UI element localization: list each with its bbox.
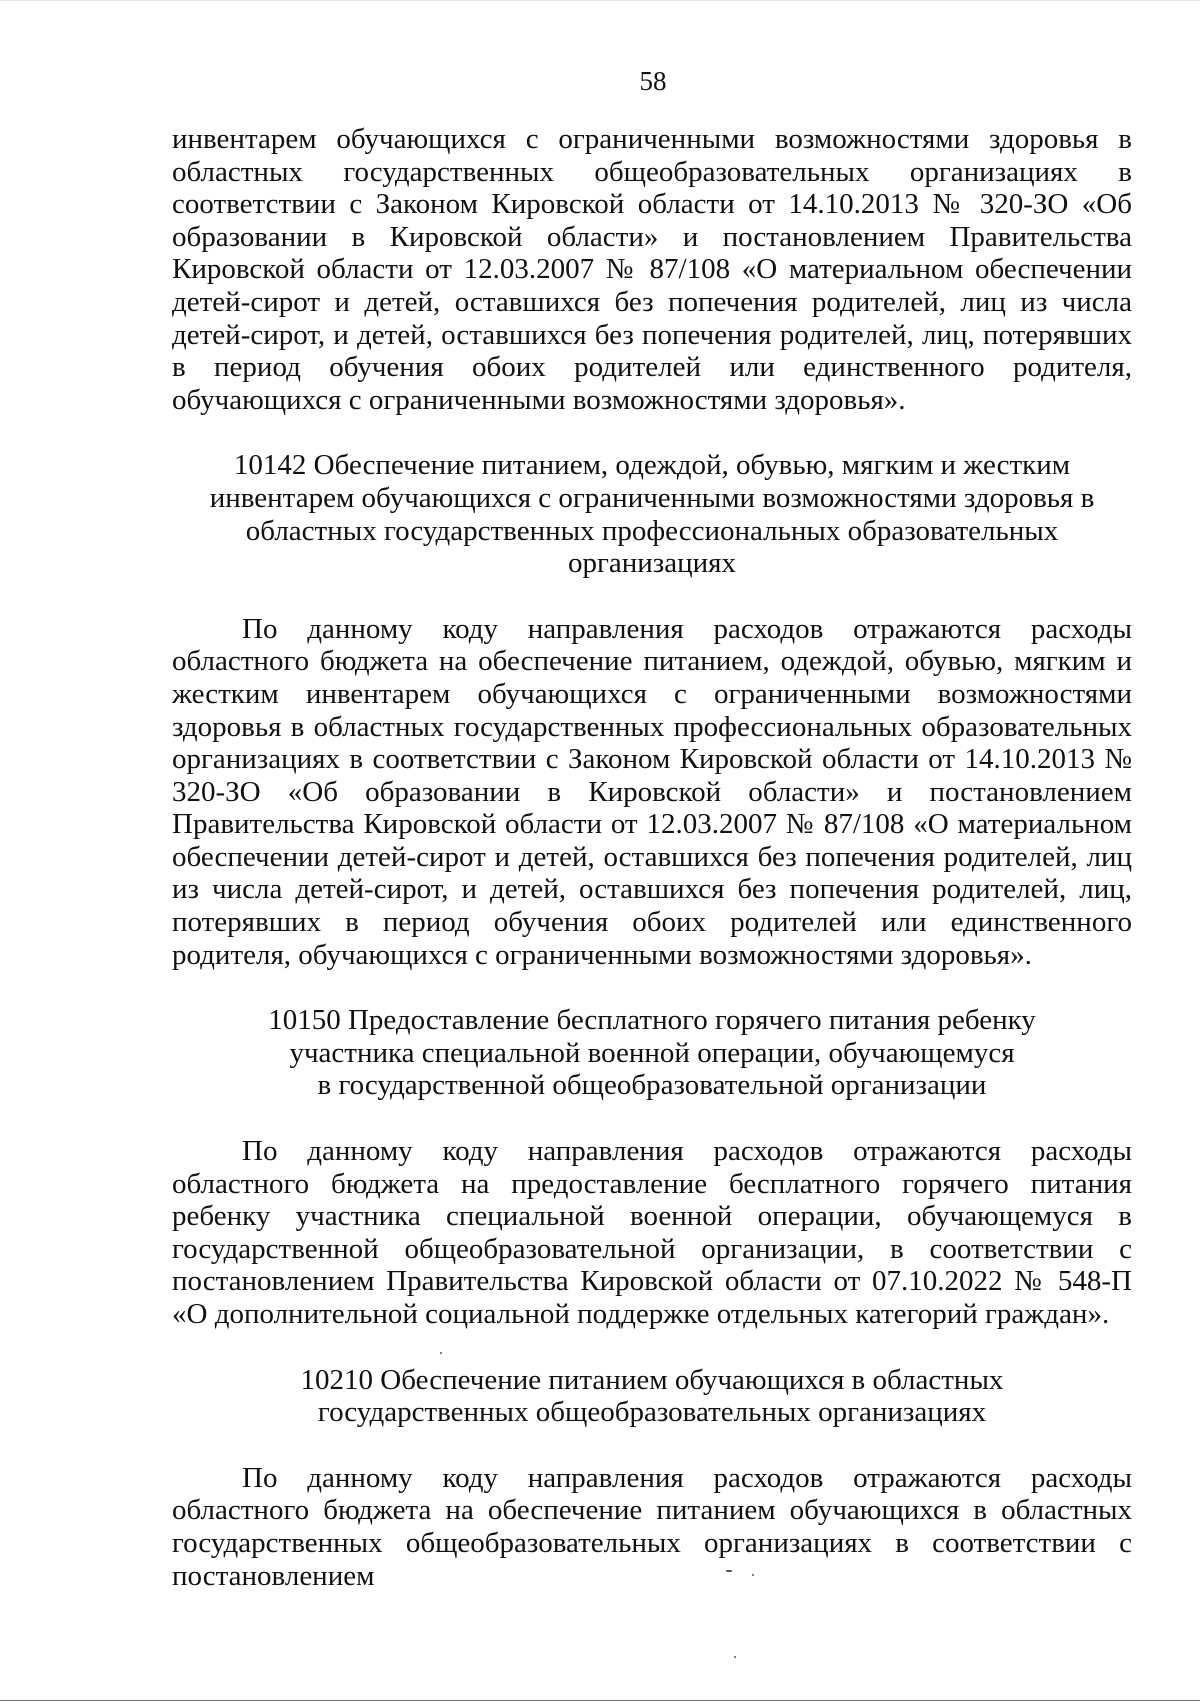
section-heading-10150 — [172, 1004, 1132, 1102]
document-body — [172, 123, 1132, 1592]
scan-speck — [752, 1574, 754, 1576]
heading-line: инвентарем обучающихся с ограниченными возможностями здоровья в — [209, 481, 1095, 514]
paragraph-continuation: инвентарем обучающихся с ограниченными возможностями здоровья в областных государственных общеобразовательных организациях в соответствии с Законом Кировской области от 14.10.2013 № 320-ЗО «Об образовании в Кировской области» и постановлением Правительства Кировской области от 12.03.2007 № 87/108 «О материальном обеспечении детей-сирот и детей, оставшихся без попечения родителей, лиц из числа детей-сирот, и детей, оставшихся без попечения родителей, лиц, потерявших в период обучения обоих родителей или единственного родителя, обучающихся с ограниченными возможностями здоровья». — [172, 123, 1132, 416]
heading-line: участника специальной военной операции, обучающемуся — [289, 1036, 1015, 1069]
section-heading-10210 — [172, 1364, 1132, 1429]
heading-line: 10210 Обеспечение питанием обучающихся в областных — [300, 1363, 1004, 1396]
paragraph-10142: По данному коду направления расходов отражаются расходы областного бюджета на обеспечение питанием, одеждой, обувью, мягким и жестким инвентарем обучающихся с ограниченными возможностями здоровья в областных государственных профессиональных образовательных организациях в соответствии с Законом Кировской области от 14.10.2013 № 320-ЗО «Об образовании в Кировской области» и постановлением Правительства Кировской области от 12.03.2007 № 87/108 «О материальном обеспечении детей-сирот и детей, оставшихся без попечения родителей, лиц из числа детей-сирот, и детей, оставшихся без попечения родителей, лиц, потерявших в период обучения обоих родителей или единственного родителя, обучающихся с ограниченными возможностями здоровья». — [172, 612, 1132, 971]
paragraph-10150: По данному коду направления расходов отражаются расходы областного бюджета на предоставление бесплатного горячего питания ребенку участника специальной военной операции, обучающемуся в государственной общеобразовательной организации, в соответствии с постановлением Правительства Кировской области от 07.10.2022 № 548-П «О дополнительной социальной поддержке отдельных категорий граждан». — [172, 1135, 1132, 1330]
heading-line: государственных общеобразовательных организациях — [317, 1396, 987, 1429]
page-number: 58 — [639, 66, 667, 96]
scan-edge-top — [0, 0, 1200, 4]
paragraph-10210: По данному коду направления расходов отражаются расходы областного бюджета на обеспечение питанием обучающихся в областных государственных общеобразовательных организациях в соответствии с постановлением — [172, 1461, 1132, 1592]
scan-speck — [734, 1656, 736, 1658]
scan-speck — [440, 1352, 442, 1354]
heading-line: организациях — [567, 547, 736, 580]
scan-edge-bottom — [0, 1700, 1200, 1701]
heading-line: областных государственных профессиональных образовательных — [245, 514, 1059, 547]
heading-line: 10150 Предоставление бесплатного горячего питания ребенку — [268, 1004, 1036, 1037]
heading-line: в государственной общеобразовательной организации — [317, 1069, 987, 1102]
section-heading-10142 — [172, 449, 1132, 579]
scan-speck — [726, 1570, 732, 1572]
heading-line: 10142 Обеспечение питанием, одеждой, обувью, мягким и жестким — [233, 449, 1071, 482]
